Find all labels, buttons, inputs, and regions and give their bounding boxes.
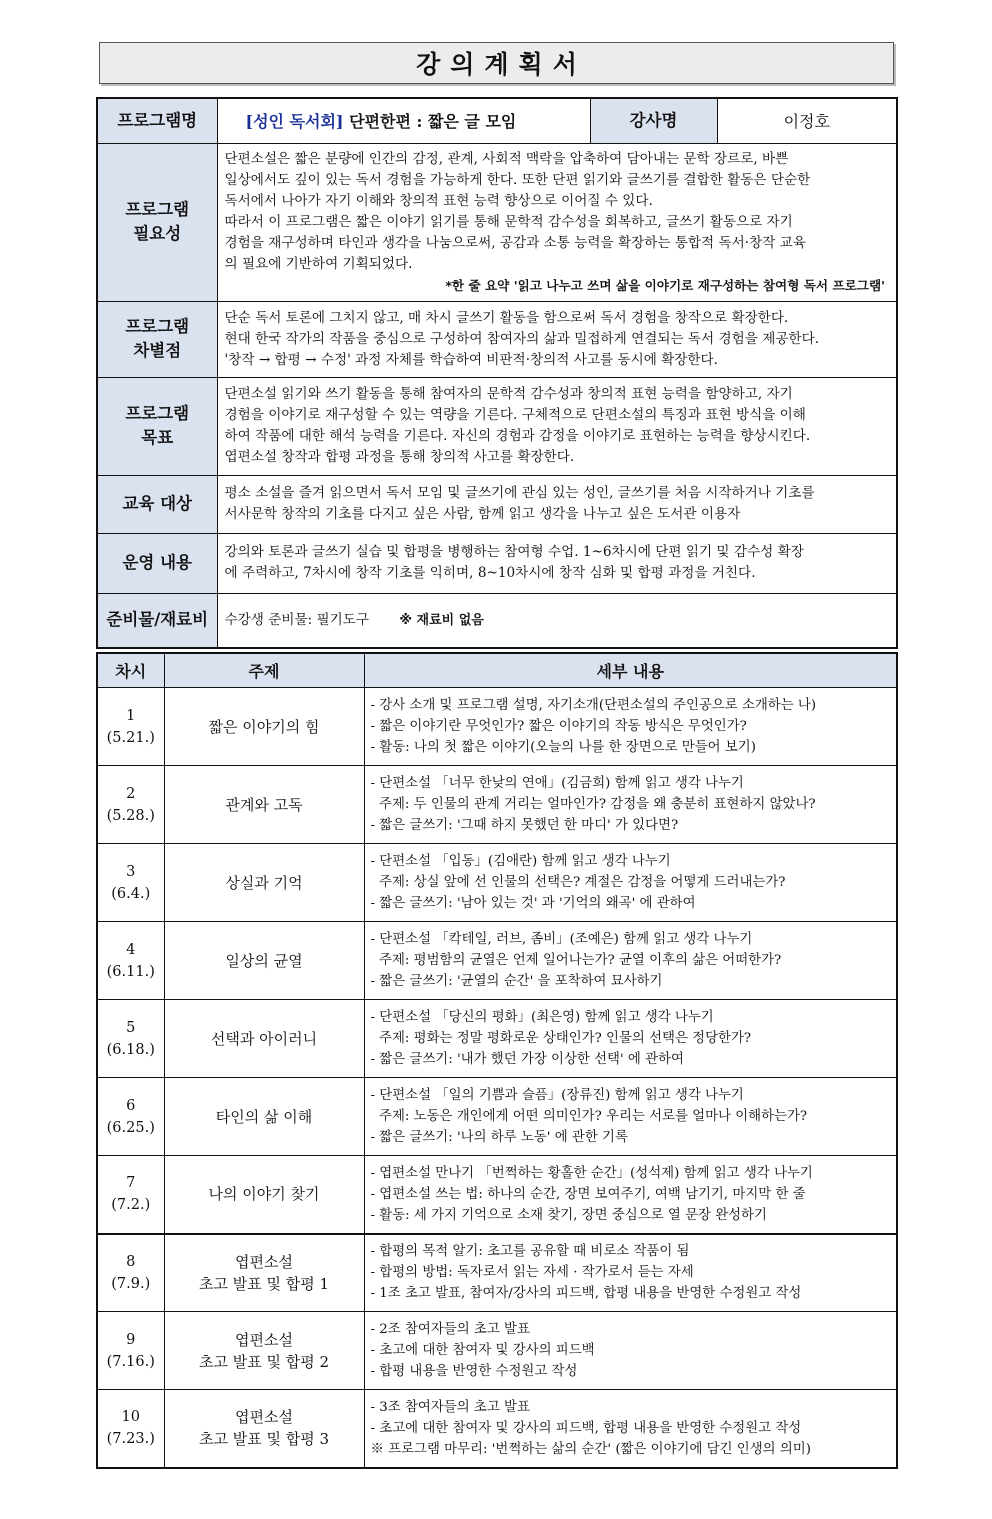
session-cell bbox=[97, 1156, 164, 1234]
session-cell bbox=[97, 766, 164, 844]
detail-line: 주제: 노동은 개인에게 어떤 의미인가? 우리는 서로를 얼마나 이해하는가? bbox=[370, 1109, 808, 1124]
document-title: 강의계획서 bbox=[416, 50, 587, 79]
session-date: (6.11.) bbox=[106, 963, 155, 980]
target-line: 평소 소설을 즐겨 읽으면서 독서 모임 및 글쓰기에 관심 있는 성인, 글쓰기를 처음 시작하거나 기초를 bbox=[224, 485, 815, 501]
one-line-summary: *한 줄 요약 '읽고 나누고 쓰며 삶을 이야기로 재구성하는 참여형 독서 프로그램' bbox=[445, 277, 885, 293]
detail-line: 주제: 두 인물의 관계 거리는 얼마인가? 감정을 왜 충분히 표현하지 않았나? bbox=[370, 797, 816, 812]
detail-line: - 짧은 글쓰기: '그때 하지 못했던 한 마디' 가 있다면? bbox=[370, 818, 679, 833]
difference-label bbox=[97, 301, 217, 377]
topic-cell bbox=[164, 844, 364, 922]
detail-cell bbox=[364, 766, 897, 844]
schedule-row bbox=[97, 1078, 897, 1156]
header-details: 세부 내용 bbox=[364, 653, 897, 688]
detail-line: - 1조 초고 발표, 참여자/강사의 피드백, 합평 내용을 반영한 수정원고 작성 bbox=[370, 1286, 802, 1302]
goal-label-line1: 프로그램 bbox=[125, 404, 190, 423]
session-date: (7.16.) bbox=[106, 1353, 155, 1370]
detail-cell bbox=[364, 1312, 897, 1390]
material-text-cell bbox=[217, 593, 897, 648]
program-info-table bbox=[96, 97, 898, 649]
session-cell bbox=[97, 1234, 164, 1312]
session-date: (7.2.) bbox=[111, 1197, 151, 1214]
goal-line: 하여 작품에 대한 해석 능력을 기른다. 자신의 경험과 감정을 이야기로 표현하는 능력을 향상시킨다. bbox=[224, 428, 811, 444]
detail-line: - 짧은 글쓰기: '나의 하루 노동' 에 관한 기록 bbox=[370, 1130, 628, 1145]
detail-cell bbox=[364, 688, 897, 766]
document-title-box bbox=[99, 42, 894, 84]
necessity-line: 독서에서 나아가 자기 이해와 창의적 표현 능력 향상으로 이어질 수 있다. bbox=[224, 192, 653, 209]
topic-cell bbox=[164, 1312, 364, 1390]
detail-line: - 단편소설 「당신의 평화」(최은영) 함께 읽고 생각 나누기 bbox=[370, 1010, 714, 1025]
program-name-cell bbox=[217, 98, 590, 143]
session-cell bbox=[97, 922, 164, 1000]
topic-cell bbox=[164, 766, 364, 844]
detail-line: - 3조 참여자들의 초고 발표 bbox=[370, 1399, 530, 1415]
session-date: (7.23.) bbox=[106, 1431, 155, 1448]
teacher-name: 이정호 bbox=[717, 98, 897, 143]
operation-label: 운영 내용 bbox=[97, 533, 217, 593]
detail-line: - 활동: 나의 첫 짧은 이야기(오늘의 나를 한 장면으로 만들어 보기) bbox=[370, 740, 756, 755]
detail-line: - 합평의 목적 알기: 초고를 공유할 때 비로소 작품이 됨 bbox=[370, 1244, 690, 1260]
difference-text bbox=[217, 301, 897, 377]
operation-line: 강의와 토론과 글쓰기 실습 및 합평을 병행하는 참여형 수업. 1~6차시에 단편 읽기 및 감수성 확장 bbox=[224, 544, 804, 560]
difference-line: '창작 → 합평 → 수정' 과정 자체를 학습하여 비판적·창의적 사고를 동시에 확장한다. bbox=[224, 351, 719, 368]
session-topic: 나의 이야기 찾기 bbox=[208, 1185, 320, 1204]
necessity-line: 단편소설은 짧은 분량에 인간의 감정, 관계, 사회적 맥락을 압축하여 담아내는 문학 장르로, 바쁜 bbox=[224, 150, 789, 167]
session-number: 10 bbox=[121, 1409, 140, 1426]
detail-cell bbox=[364, 1390, 897, 1468]
detail-line: - 초고에 대한 참여자 및 강사의 피드백 bbox=[370, 1343, 595, 1358]
detail-line: - 합평 내용을 반영한 수정원고 작성 bbox=[370, 1364, 578, 1379]
session-date: (7.9.) bbox=[111, 1275, 151, 1292]
topic-cell bbox=[164, 922, 364, 1000]
header-topic: 주제 bbox=[164, 653, 364, 688]
schedule-table bbox=[96, 652, 898, 1469]
schedule-row bbox=[97, 1000, 897, 1078]
detail-cell bbox=[364, 1078, 897, 1156]
necessity-label-line2: 필요성 bbox=[133, 224, 182, 243]
detail-cell bbox=[364, 1000, 897, 1078]
goal-line: 경험을 이야기로 재구성할 수 있는 역량을 기른다. 구체적으로 단편소설의 특징과 표현 방식을 이해 bbox=[224, 407, 806, 423]
detail-line: - 엽편소설 쓰는 법: 하나의 순간, 장면 보여주기, 여백 남기기, 마지막 한 줄 bbox=[370, 1186, 806, 1202]
detail-line: ※ 프로그램 마무리: '번쩍하는 삶의 순간' (짧은 이야기에 담긴 인생의 의미) bbox=[370, 1441, 811, 1457]
goal-label bbox=[97, 377, 217, 475]
session-topic: 초고 발표 및 합평 3 bbox=[198, 1430, 330, 1449]
detail-cell bbox=[364, 844, 897, 922]
schedule-row bbox=[97, 688, 897, 766]
necessity-label bbox=[97, 143, 217, 301]
program-name-label: 프로그램명 bbox=[97, 98, 217, 143]
session-number: 9 bbox=[126, 1331, 136, 1348]
session-topic: 짧은 이야기의 힘 bbox=[208, 717, 320, 736]
session-topic: 일상의 균열 bbox=[225, 951, 303, 970]
session-number: 5 bbox=[126, 1019, 136, 1036]
difference-line: 현대 한국 작가의 작품을 중심으로 구성하여 참여자의 삶과 밀접하게 연결되는 독서 경험을 제공한다. bbox=[224, 330, 820, 347]
detail-line: - 단편소설 「일의 기쁨과 슬픔」(장류진) 함께 읽고 생각 나누기 bbox=[370, 1088, 744, 1103]
operation-line: 에 주력하고, 7차시에 창작 기초를 익히며, 8~10차시에 창작 심화 및 합평 과정을 거친다. bbox=[224, 565, 756, 581]
session-topic: 초고 발표 및 합평 1 bbox=[198, 1274, 330, 1293]
detail-line: - 짧은 글쓰기: '균열의 순간' 을 포착하여 묘사하기 bbox=[370, 974, 663, 989]
program-name-row bbox=[97, 98, 897, 143]
session-topic: 엽편소설 bbox=[235, 1252, 293, 1271]
detail-line: - 짧은 이야기란 무엇인가? 짧은 이야기의 작동 방식은 무엇인가? bbox=[370, 719, 747, 734]
necessity-line: 의 필요에 기반하여 기획되었다. bbox=[224, 255, 413, 272]
session-topic: 관계와 고독 bbox=[225, 795, 303, 814]
session-date: (6.4.) bbox=[111, 885, 151, 902]
material-text: 수강생 준비물: 필기도구 bbox=[224, 611, 370, 628]
session-date: (6.25.) bbox=[106, 1119, 155, 1136]
operation-row bbox=[97, 533, 897, 593]
target-row bbox=[97, 475, 897, 533]
detail-line: - 짧은 글쓰기: '남아 있는 것' 과 '기억의 왜곡' 에 관하여 bbox=[370, 896, 696, 911]
necessity-label-line1: 프로그램 bbox=[125, 200, 190, 219]
session-topic: 엽편소설 bbox=[235, 1408, 293, 1427]
detail-line: - 단편소설 「너무 한낮의 연애」(김금희) 함께 읽고 생각 나누기 bbox=[370, 776, 744, 791]
detail-line: - 2조 참여자들의 초고 발표 bbox=[370, 1322, 530, 1337]
goal-row bbox=[97, 377, 897, 475]
detail-line: 주제: 평화는 정말 평화로운 상태인가? 인물의 선택은 정당한가? bbox=[370, 1031, 752, 1046]
session-topic: 엽편소설 bbox=[235, 1330, 293, 1349]
session-topic: 타인의 삶 이해 bbox=[215, 1107, 313, 1126]
difference-line: 단순 독서 토론에 그치지 않고, 매 차시 글쓰기 활동을 함으로써 독서 경험을 창작으로 확장한다. bbox=[224, 309, 789, 326]
schedule-row bbox=[97, 1390, 897, 1468]
session-cell bbox=[97, 1312, 164, 1390]
session-number: 4 bbox=[126, 941, 136, 958]
necessity-row bbox=[97, 143, 897, 301]
session-date: (6.18.) bbox=[106, 1041, 155, 1058]
goal-line: 엽편소설 창작과 합평 과정을 통해 창의적 사고를 확장한다. bbox=[224, 449, 575, 465]
goal-label-line2: 목표 bbox=[141, 428, 174, 447]
topic-cell bbox=[164, 688, 364, 766]
necessity-line: 경험을 재구성하며 타인과 생각을 나눔으로써, 공감과 소통 능력을 확장하는 통합적 독서·창작 교육 bbox=[224, 234, 806, 251]
topic-cell bbox=[164, 1390, 364, 1468]
detail-line: - 초고에 대한 참여자 및 강사의 피드백, 합평 내용을 반영한 수정원고 작성 bbox=[370, 1420, 802, 1436]
necessity-text bbox=[217, 143, 897, 301]
session-topic: 상실과 기억 bbox=[225, 873, 303, 892]
teacher-label: 강사명 bbox=[590, 98, 717, 143]
detail-line: - 엽편소설 만나기 「번쩍하는 황홀한 순간」(성석제) 함께 읽고 생각 나누기 bbox=[370, 1165, 813, 1181]
schedule-row bbox=[97, 1312, 897, 1390]
detail-cell bbox=[364, 922, 897, 1000]
session-number: 7 bbox=[126, 1175, 136, 1192]
session-number: 6 bbox=[126, 1097, 136, 1114]
target-label: 교육 대상 bbox=[97, 475, 217, 533]
program-tag: [성인 독서회] bbox=[245, 112, 344, 132]
detail-line: - 활동: 세 가지 기억으로 소재 찾기, 장면 중심으로 열 문장 완성하기 bbox=[370, 1207, 767, 1223]
necessity-line: 따라서 이 프로그램은 짧은 이야기 읽기를 통해 문학적 감수성을 회복하고, 글쓰기 활동으로 자기 bbox=[224, 213, 793, 230]
material-fee-note: ※ 재료비 없음 bbox=[399, 612, 484, 628]
schedule-row bbox=[97, 766, 897, 844]
target-text bbox=[217, 475, 897, 533]
schedule-row bbox=[97, 844, 897, 922]
topic-cell bbox=[164, 1156, 364, 1234]
detail-cell bbox=[364, 1234, 897, 1312]
difference-label-line1: 프로그램 bbox=[125, 317, 190, 336]
goal-line: 단편소설 읽기와 쓰기 활동을 통해 참여자의 문학적 감수성과 창의적 표현 능력을 함양하고, 자기 bbox=[224, 386, 793, 402]
session-cell bbox=[97, 1390, 164, 1468]
session-date: (5.28.) bbox=[106, 807, 155, 824]
schedule-row bbox=[97, 922, 897, 1000]
session-date: (5.21.) bbox=[106, 729, 155, 746]
session-topic: 초고 발표 및 합평 2 bbox=[198, 1352, 330, 1371]
detail-line: 주제: 상실 앞에 선 인물의 선택은? 계절은 감정을 어떻게 드러내는가? bbox=[370, 875, 786, 890]
topic-cell bbox=[164, 1078, 364, 1156]
session-number: 2 bbox=[126, 785, 136, 802]
detail-line: - 짧은 글쓰기: '내가 했던 가장 이상한 선택' 에 관하여 bbox=[370, 1052, 684, 1067]
difference-row bbox=[97, 301, 897, 377]
operation-text bbox=[217, 533, 897, 593]
program-name: 단편한편 : 짧은 글 모임 bbox=[349, 112, 517, 132]
session-topic: 선택과 아이러니 bbox=[210, 1029, 318, 1048]
target-line: 서사문학 창작의 기초를 다지고 싶은 사람, 함께 읽고 생각을 나누고 싶은 도서관 이용자 bbox=[224, 506, 741, 522]
material-label: 준비물/재료비 bbox=[97, 593, 217, 648]
header-session: 차시 bbox=[97, 653, 164, 688]
session-number: 3 bbox=[126, 863, 136, 880]
session-cell bbox=[97, 688, 164, 766]
schedule-row bbox=[97, 1156, 897, 1234]
goal-text bbox=[217, 377, 897, 475]
detail-line: - 합평의 방법: 독자로서 읽는 자세 · 작가로서 듣는 자세 bbox=[370, 1265, 694, 1281]
detail-line: - 단편소설 「입동」(김애란) 함께 읽고 생각 나누기 bbox=[370, 854, 671, 869]
detail-cell bbox=[364, 1156, 897, 1234]
necessity-line: 일상에서도 깊이 있는 독서 경험을 가능하게 한다. 또한 단편 읽기와 글쓰기를 결합한 활동은 단순한 bbox=[224, 171, 811, 188]
topic-cell bbox=[164, 1234, 364, 1312]
session-cell bbox=[97, 1000, 164, 1078]
topic-cell bbox=[164, 1000, 364, 1078]
material-row bbox=[97, 593, 897, 648]
detail-line: 주제: 평범함의 균열은 언제 일어나는가? 균열 이후의 삶은 어떠한가? bbox=[370, 953, 782, 968]
difference-label-line2: 차별점 bbox=[133, 341, 182, 360]
session-cell bbox=[97, 1078, 164, 1156]
schedule-header-row bbox=[97, 653, 897, 688]
schedule-row bbox=[97, 1234, 897, 1312]
session-number: 1 bbox=[126, 707, 136, 724]
detail-line: - 단편소설 「칵테일, 러브, 좀비」(조예은) 함께 읽고 생각 나누기 bbox=[370, 932, 753, 947]
detail-line: - 강사 소개 및 프로그램 설명, 자기소개(단편소설의 주인공으로 소개하는 나) bbox=[370, 698, 817, 713]
session-number: 8 bbox=[126, 1253, 136, 1270]
session-cell bbox=[97, 844, 164, 922]
